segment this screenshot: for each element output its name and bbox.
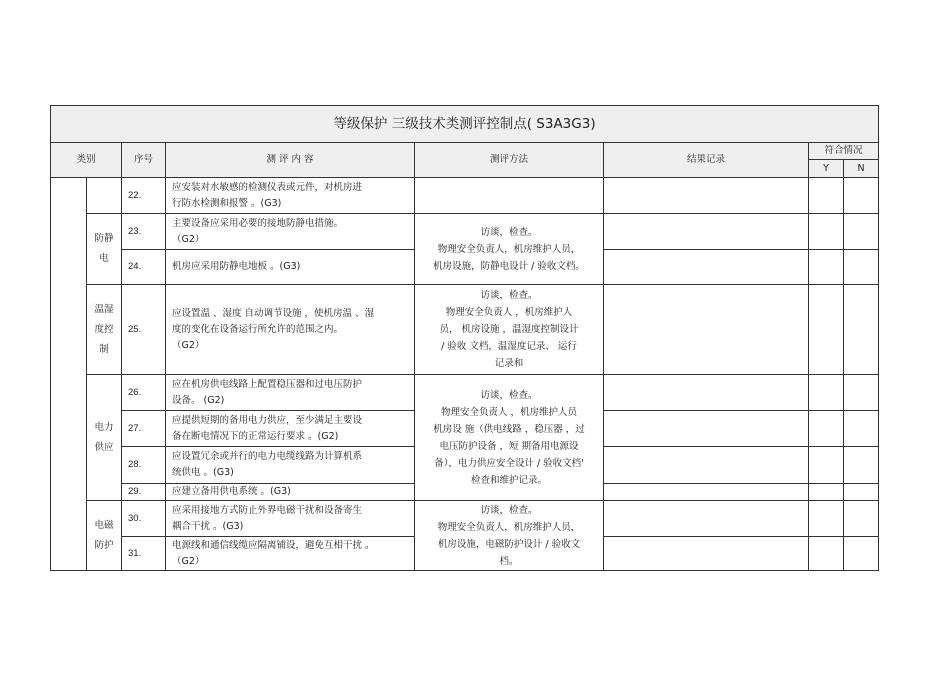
content-line: 统供电 。(G3)	[172, 467, 234, 478]
compliance-y-cell	[809, 447, 844, 484]
method-line: 访谈，检查。	[480, 226, 538, 238]
content-line: （G2）	[172, 555, 205, 567]
method-line: 档。	[499, 555, 519, 567]
compliance-n-cell	[844, 501, 879, 537]
category-line: 防静	[94, 233, 114, 244]
category-line: 制	[99, 343, 109, 355]
header-compliance: 符合情况	[809, 143, 879, 160]
compliance-y-cell	[809, 214, 844, 250]
compliance-y-cell	[809, 484, 844, 501]
compliance-n-cell	[844, 178, 879, 214]
header-no: N	[844, 160, 879, 178]
category-cell	[87, 285, 122, 375]
method-line: 物理安全负责人，机房维护人员，	[437, 521, 581, 533]
content-line: 主要设备应采用必要的接地防静电措施。	[172, 217, 344, 229]
compliance-n-cell	[844, 537, 879, 571]
table-row	[51, 375, 879, 411]
category-cell	[87, 375, 122, 501]
compliance-n-cell	[844, 214, 879, 250]
seq-cell: 22.	[122, 178, 166, 214]
content-cell	[166, 375, 415, 411]
category-cell	[87, 214, 122, 285]
result-cell	[604, 214, 809, 250]
content-line: 设备。 (G2)	[172, 394, 225, 406]
header-content: 测 评 内 容	[166, 143, 415, 178]
content-line: （G2）	[172, 339, 205, 351]
method-line: 机房设 施（供电线路 ，稳压器 ，过	[433, 423, 585, 435]
method-line: 检查和维护记录。	[470, 474, 547, 486]
category-line: 电磁	[94, 519, 114, 531]
result-cell	[604, 501, 809, 537]
category-line: 供应	[94, 441, 114, 453]
content-line: 应在机房供电线路上配置稳压器和过电压防护	[172, 378, 363, 390]
category-line: 防护	[94, 539, 114, 551]
content-line: 行防水检测和报警 。(G3)	[172, 197, 282, 209]
content-cell	[166, 501, 415, 537]
content-line: 应提供短期的备用电力供应，至少满足主要设	[172, 414, 363, 426]
compliance-y-cell	[809, 250, 844, 285]
content-cell	[166, 285, 415, 375]
seq-cell: 28.	[122, 447, 166, 484]
method-line: 备），电力供应安全设计 / 验收文档'	[434, 457, 584, 469]
content-cell	[166, 447, 415, 484]
content-cell	[166, 411, 415, 447]
content-line: 耦合干扰 。(G3)	[172, 520, 244, 532]
compliance-y-cell	[809, 178, 844, 214]
category-cell	[87, 501, 122, 571]
method-cell	[415, 375, 604, 501]
category-cell	[87, 178, 122, 214]
method-cell	[415, 501, 604, 571]
result-cell	[604, 484, 809, 501]
table-row	[51, 214, 879, 250]
category-line: 温湿	[94, 303, 114, 315]
compliance-y-cell	[809, 375, 844, 411]
method-line: 访谈，检查。	[480, 504, 538, 516]
evaluation-sheet	[50, 105, 878, 571]
table-row	[51, 178, 879, 214]
content-cell: 机房应采用防静电地板 。(G3)	[166, 250, 415, 285]
content-cell	[166, 178, 415, 214]
page-title: 等级保护 三级技术类测评控制点( S3A3G3)	[51, 106, 879, 143]
result-cell	[604, 411, 809, 447]
result-cell	[604, 447, 809, 484]
method-line: 电压防护设备 ，短 期备用电源设	[439, 440, 579, 452]
method-line: 访谈，检查。	[480, 389, 538, 401]
content-line: 度的变化在设备运行所允许的范围之内。	[172, 323, 344, 335]
header-method: 测评方法	[415, 143, 604, 178]
method-line: 机房设施，防静电设计 / 验收文档。	[433, 260, 585, 272]
header-yes: Y	[809, 160, 844, 178]
content-line: 应设置冗余或并行的电力电缆线路为计算机系	[172, 451, 363, 462]
category-line: 度控	[94, 323, 114, 335]
content-cell: 应建立备用供电系统 。(G3)	[166, 484, 415, 501]
compliance-n-cell	[844, 411, 879, 447]
content-line: 电源线和通信线缆应隔离铺设，避免互相干扰 。	[172, 539, 375, 551]
header-result: 结果记录	[604, 143, 809, 178]
content-line: （G2）	[172, 233, 205, 245]
result-cell	[604, 250, 809, 285]
header-category: 类别	[51, 143, 122, 178]
seq-cell: 31.	[122, 537, 166, 571]
result-cell	[604, 285, 809, 375]
compliance-y-cell	[809, 285, 844, 375]
category-line: 电力	[94, 421, 114, 433]
seq-cell: 30.	[122, 501, 166, 537]
method-line: 机房设施，电磁防护设计 / 验收文	[437, 538, 581, 550]
compliance-n-cell	[844, 375, 879, 411]
seq-cell: 26.	[122, 375, 166, 411]
result-cell	[604, 537, 809, 571]
content-line: 应安装对水敏感的检测仪表或元件，对机房进	[172, 181, 363, 193]
seq-cell: 23.	[122, 214, 166, 250]
compliance-y-cell	[809, 411, 844, 447]
outer-category-cell	[51, 178, 87, 571]
method-line: 员， 机房设施 ，温湿度控制设计	[439, 324, 579, 335]
method-line: 访谈，检查。	[480, 290, 538, 301]
compliance-y-cell	[809, 537, 844, 571]
method-cell	[415, 214, 604, 285]
table-row	[51, 501, 879, 537]
seq-cell: 27.	[122, 411, 166, 447]
method-line: 物理安全负责人 ，机房维护人	[445, 307, 573, 318]
compliance-n-cell	[844, 285, 879, 375]
method-line: 记录和	[494, 358, 524, 369]
content-line: 应采用接地方式防止外界电磁干扰和设备寄生	[172, 504, 363, 516]
method-line: 物理安全负责人 ，机房维护人员	[440, 406, 578, 418]
compliance-n-cell	[844, 484, 879, 501]
seq-cell: 29.	[122, 484, 166, 501]
content-line: 备在断电情况下的正常运行要求 。(G2)	[172, 430, 339, 442]
compliance-y-cell	[809, 501, 844, 537]
method-line: / 验收 文档，温湿度记录、 运行	[441, 341, 577, 352]
compliance-n-cell	[844, 447, 879, 484]
method-cell	[415, 285, 604, 375]
header-seq: 序号	[122, 143, 166, 178]
category-line: 电	[99, 253, 109, 264]
table-row	[51, 285, 879, 375]
compliance-n-cell	[844, 250, 879, 285]
content-line: 应设置温 、湿度 自动调节设施 ，使机房温 、湿	[172, 307, 375, 319]
result-cell	[604, 375, 809, 411]
result-cell	[604, 178, 809, 214]
seq-cell: 24.	[122, 250, 166, 285]
method-cell	[415, 178, 604, 214]
content-cell	[166, 537, 415, 571]
seq-cell: 25.	[122, 285, 166, 375]
control-points-table	[50, 105, 879, 571]
method-line: 物理安全负责人，机房维护人员，	[437, 243, 581, 255]
content-cell	[166, 214, 415, 250]
